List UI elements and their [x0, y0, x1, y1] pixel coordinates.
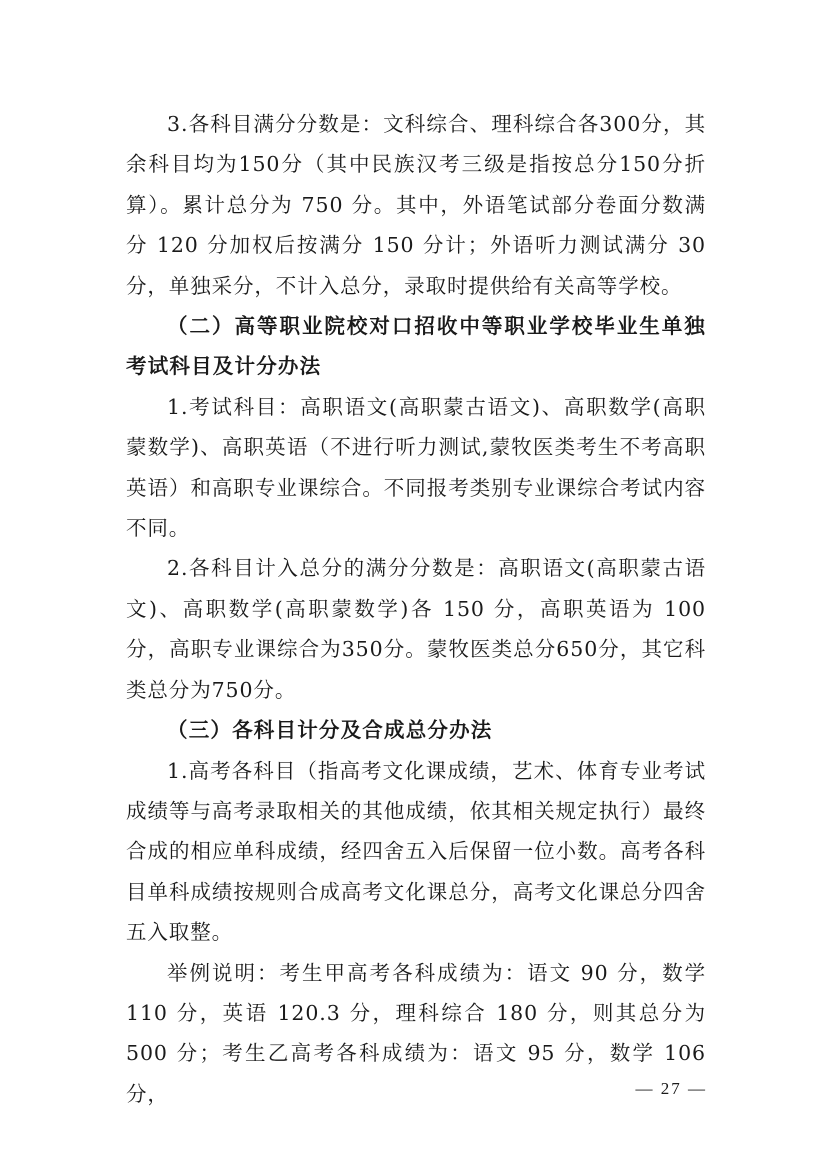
page-number: — 27 —: [635, 1079, 707, 1098]
paragraph-scoring-rules: 1.高考各科目（指高考文化课成绩，艺术、体育专业考试成绩等与高考录取相关的其他成绩，依其相关规定执行）最终合成的相应单科成绩，经四舍五入后保留一位小数。高考各科目单科成绩按规则合成高考文化课总分，高考文化课总分四舍五入取整。: [126, 758, 706, 945]
paragraph-exam-subjects: 1.考试科目：高职语文(高职蒙古语文)、高职数学(高职蒙数学)、高职英语（不进行听力测试,蒙牧医类考生不考高职英语）和高职专业课综合。不同报考类别专业课综合考试内容不同。: [126, 394, 706, 541]
paragraph-subject-full-marks: 2.各科目计入总分的满分分数是：高职语文(高职蒙古语文)、高职数学(高职蒙数学)各 150 分，高职英语为 100 分，高职专业课综合为350分。蒙牧医类总分650分，其它科类总分为750分。: [126, 556, 706, 702]
document-body: [126, 104, 706, 1114]
paragraph-score-totals: 3.各科目满分分数是：文科综合、理科综合各300分，其余科目均为150分（其中民族汉考三级是指按总分150分折算）。累计总分为 750 分。其中，外语笔试部分卷面分数满分 120 分加权后按满分 150 分计；外语听力测试满分 30 分，单独采分，不计入总分，录取时提供给有关高等学校。: [126, 112, 706, 298]
paragraph-example: 举例说明：考生甲高考各科成绩为：语文 90 分，数学 110 分，英语 120.3 分，理科综合 180 分，则其总分为 500 分；考生乙高考各科成绩为：语文 95 分，数学 106 分，: [126, 960, 706, 1106]
section-heading-3: （三）各科目计分及合成总分办法: [167, 718, 493, 743]
section-heading-2: （二）高等职业院校对口招收中等职业学校毕业生单独考试科目及计分办法: [126, 314, 706, 379]
